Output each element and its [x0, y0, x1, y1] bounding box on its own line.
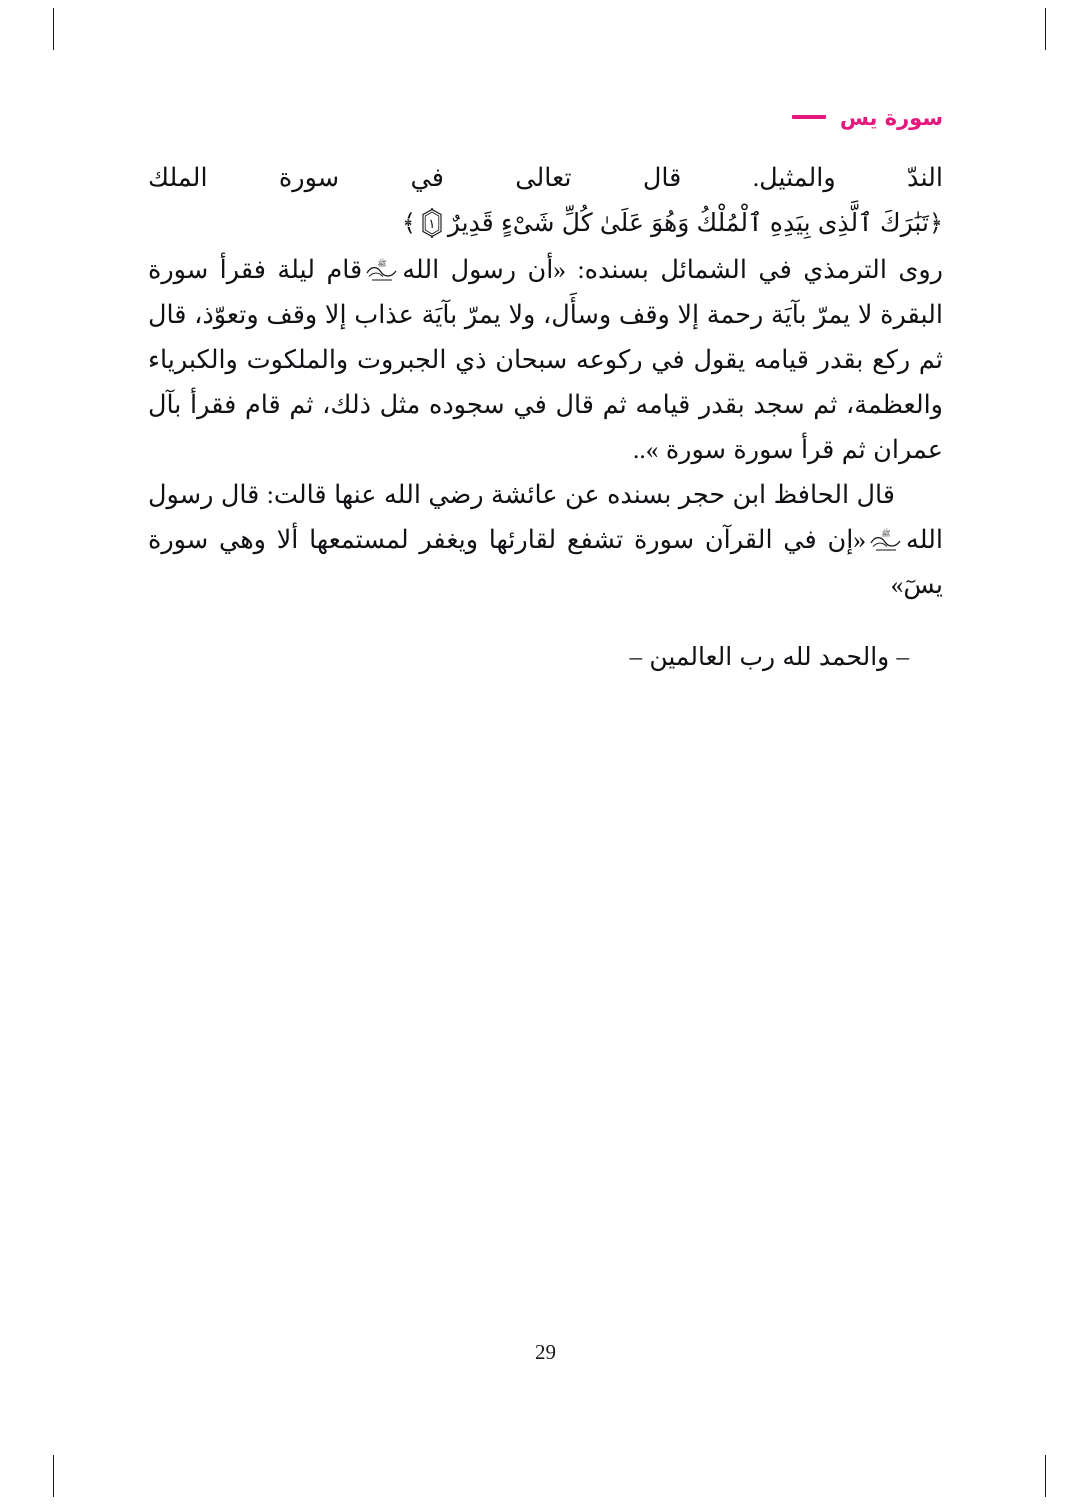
crop-mark-top-right [1045, 8, 1046, 50]
page-body [148, 155, 943, 679]
crop-mark-bottom-left [53, 1455, 54, 1497]
verse-number-ornament-icon [417, 208, 447, 238]
salawat-icon-2 [869, 527, 903, 553]
running-header-title: سورة يس [839, 106, 943, 130]
paragraph-ibn-hajar-narration [148, 472, 943, 607]
closing-praise-line: – والحمد لله رب العالمين – [629, 644, 909, 671]
verse-number-text: ١ [428, 215, 436, 231]
paragraph-2-text: روى الترمذي في الشمائل بسنده: «أن رسول الله [402, 255, 943, 284]
crop-mark-bottom-right [1045, 1455, 1046, 1497]
svg-text:ﷺ: ﷺ [377, 259, 387, 268]
running-header [148, 108, 943, 129]
paragraph-2-text-continued: قام ليلة فقرأ سورة البقرة لا يمرّ بآيَة رحمة إلا وقف وسأَل، ولا يمرّ بآيَة عذاب إلا وقف وتعوّذ، قال ثم ركع بقدر قيامه يقول في ركوعه سبحان ذي الجبروت والملكوت والكبرياء والعظمة، ثم سجد بقدر قيامه ثم قال في سجوده مثل ذلك، ثم قام فقرأ بآل عمران ثم قرأ سورة سورة ».. [148, 255, 943, 464]
paragraph-verse-intro [148, 155, 943, 247]
verse-bracket-open: ﴿ [928, 211, 943, 237]
paragraph-1-lead: الندّ والمثيل. قال تعالى في سورة الملك [148, 163, 943, 192]
salawat-icon [365, 257, 399, 283]
paragraph-3-text: قال الحافظ ابن حجر بسنده عن عائشة رضي الله عنها قالت: قال رسول الله [148, 480, 943, 554]
verse-bracket-close: ﴾ [401, 211, 416, 237]
crop-mark-top-left [53, 8, 54, 50]
verse-text: تَبَٰرَكَ ٱلَّذِى بِيَدِهِ ٱلْمُلْكُ وَهُوَ عَلَىٰ كُلِّ شَىْءٍ قَدِيرٌ [447, 210, 929, 237]
page-number: 29 [535, 1340, 556, 1364]
paragraph-3-text-continued: «إن في القرآن سورة تشفع لقارئها ويغفر لمستمعها ألا وهي سورة يسٓ» [148, 525, 943, 599]
quran-verse [402, 210, 943, 237]
paragraph-tirmidhi-narration [148, 247, 943, 472]
svg-text:ﷺ: ﷺ [881, 529, 891, 538]
header-rule-icon [792, 115, 826, 119]
